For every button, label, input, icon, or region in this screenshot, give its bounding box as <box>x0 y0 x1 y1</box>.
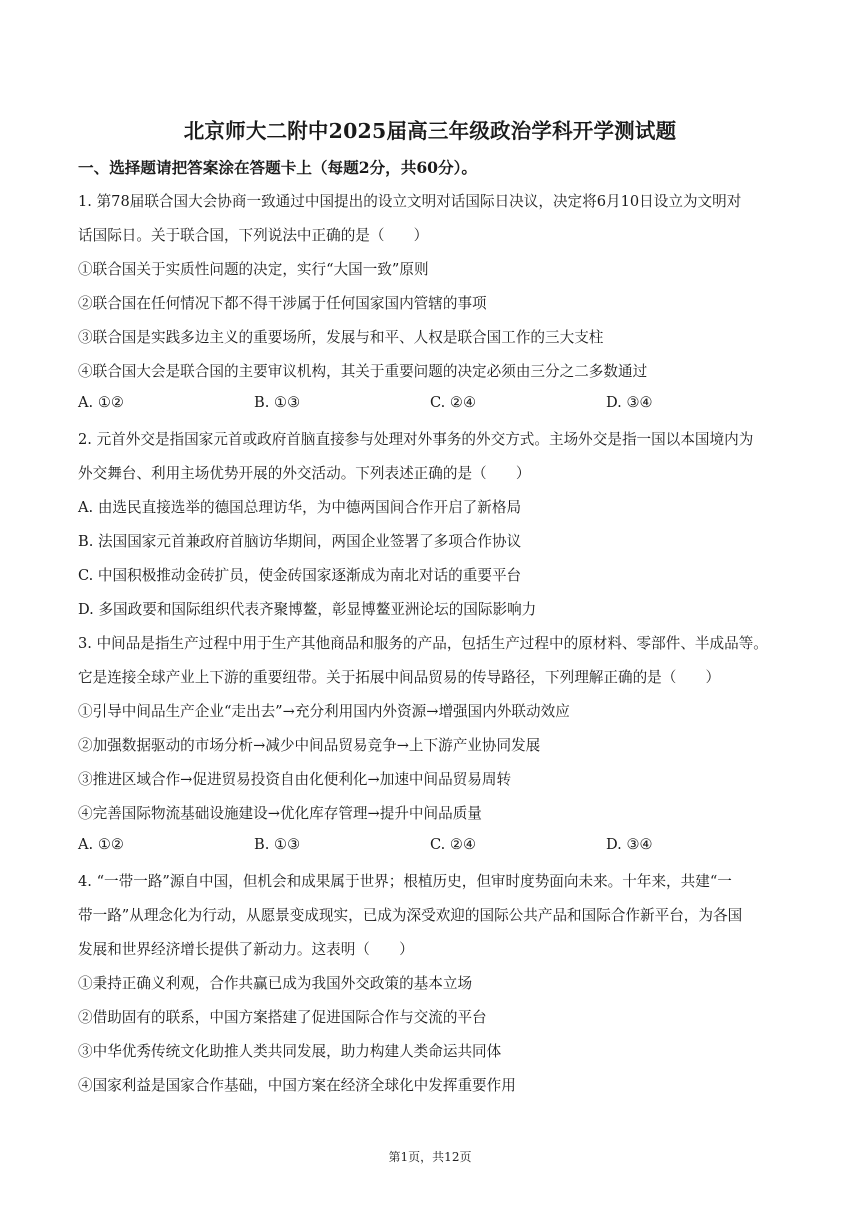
q2-option-a: A. 由选民直接选举的德国总理访华，为中德两国间合作开启了新格局 <box>78 499 522 516</box>
q1-statement-2: ②联合国在任何情况下都不得干涉属于任何国家国内管辖的事项 <box>78 295 487 312</box>
q1-statement-4: ④联合国大会是联合国的主要审议机构，其关于重要问题的决定必须由三分之二多数通过 <box>78 363 648 380</box>
q4-statement-1: ①秉持正确义利观，合作共赢已成为我国外交政策的基本立场 <box>78 975 473 992</box>
q3-option-c: C. ②④ <box>430 836 477 853</box>
q2-option-c: C. 中国积极推动金砖扩员，使金砖国家逐渐成为南北对话的重要平台 <box>78 567 522 584</box>
q3-statement-4: ④完善国际物流基础设施建设→优化库存管理→提升中间品质量 <box>78 805 482 822</box>
q3-statement-3: ③推进区域合作→促进贸易投资自由化便利化→加速中间品贸易周转 <box>78 771 512 788</box>
q3-option-d: D. ③④ <box>606 836 653 853</box>
q1-option-b: B. ①③ <box>254 394 301 411</box>
page-footer: 第1页，共12页 <box>388 1150 472 1164</box>
q1-statement-3: ③联合国是实践多边主义的重要场所，发展与和平、人权是联合国工作的三大支柱 <box>78 329 604 346</box>
q4-statement-4: ④国家利益是国家合作基础，中国方案在经济全球化中发挥重要作用 <box>78 1077 516 1094</box>
q3-statement-2: ②加强数据驱动的市场分析→减少中间品贸易竞争→上下游产业协同发展 <box>78 737 541 754</box>
q4-stem-line-3: 发展和世界经济增长提供了新动力。这表明（ ） <box>78 941 414 958</box>
q3-option-b: B. ①③ <box>254 836 301 853</box>
q2-option-b: B. 法国国家元首兼政府首脑访华期间，两国企业签署了多项合作协议 <box>78 533 522 550</box>
section-heading: 一、选择题请把答案涂在答题卡上（每题2分，共60分）。 <box>78 158 478 177</box>
q3-stem-line-2: 它是连接全球产业上下游的重要纽带。关于拓展中间品贸易的传导路径，下列理解正确的是（ ） <box>78 669 721 686</box>
q1-statement-1: ①联合国关于实质性问题的决定，实行“大国一致”原则 <box>78 261 429 278</box>
q1-option-a: A. ①② <box>78 394 124 411</box>
q1-options <box>78 394 778 416</box>
q4-statement-2: ②借助固有的联系，中国方案搭建了促进国际合作与交流的平台 <box>78 1009 487 1026</box>
q2-stem-line-2: 外交舞台、利用主场优势开展的外交活动。下列表述正确的是（ ） <box>78 465 531 482</box>
q1-stem-line-1: 1. 第78届联合国大会协商一致通过中国提出的设立文明对话国际日决议，决定将6月10日设立为文明对 <box>78 193 742 210</box>
q1-option-d: D. ③④ <box>606 394 653 411</box>
q4-stem-line-2: 带一路”从理念化为行动，从愿景变成现实，已成为深受欢迎的国际公共产品和国际合作新平台，为各国 <box>78 907 743 924</box>
q4-statement-3: ③中华优秀传统文化助推人类共同发展，助力构建人类命运共同体 <box>78 1043 502 1060</box>
page-title: 北京师大二附中2025届高三年级政治学科开学测试题 <box>183 119 677 143</box>
q1-stem-line-2: 话国际日。关于联合国，下列说法中正确的是（ ） <box>78 227 429 244</box>
q2-option-d: D. 多国政要和国际组织代表齐聚博鳌，彰显博鳌亚洲论坛的国际影响力 <box>78 601 537 618</box>
q3-statement-1: ①引导中间品生产企业“走出去”→充分利用国内外资源→增强国内外联动效应 <box>78 703 570 720</box>
q3-stem-line-1: 3. 中间品是指生产过程中用于生产其他商品和服务的产品，包括生产过程中的原材料、零部件、半成品等。 <box>78 635 768 652</box>
q2-stem-line-1: 2. 元首外交是指国家元首或政府首脑直接参与处理对外事务的外交方式。主场外交是指一国以本国境内为 <box>78 431 754 448</box>
q3-options <box>78 836 778 858</box>
q3-option-a: A. ①② <box>78 836 124 853</box>
q1-option-c: C. ②④ <box>430 394 477 411</box>
q4-stem-line-1: 4. “一带一路”源自中国，但机会和成果属于世界；根植历史，但审时度势面向未来。十年来，共建“一 <box>78 873 732 890</box>
